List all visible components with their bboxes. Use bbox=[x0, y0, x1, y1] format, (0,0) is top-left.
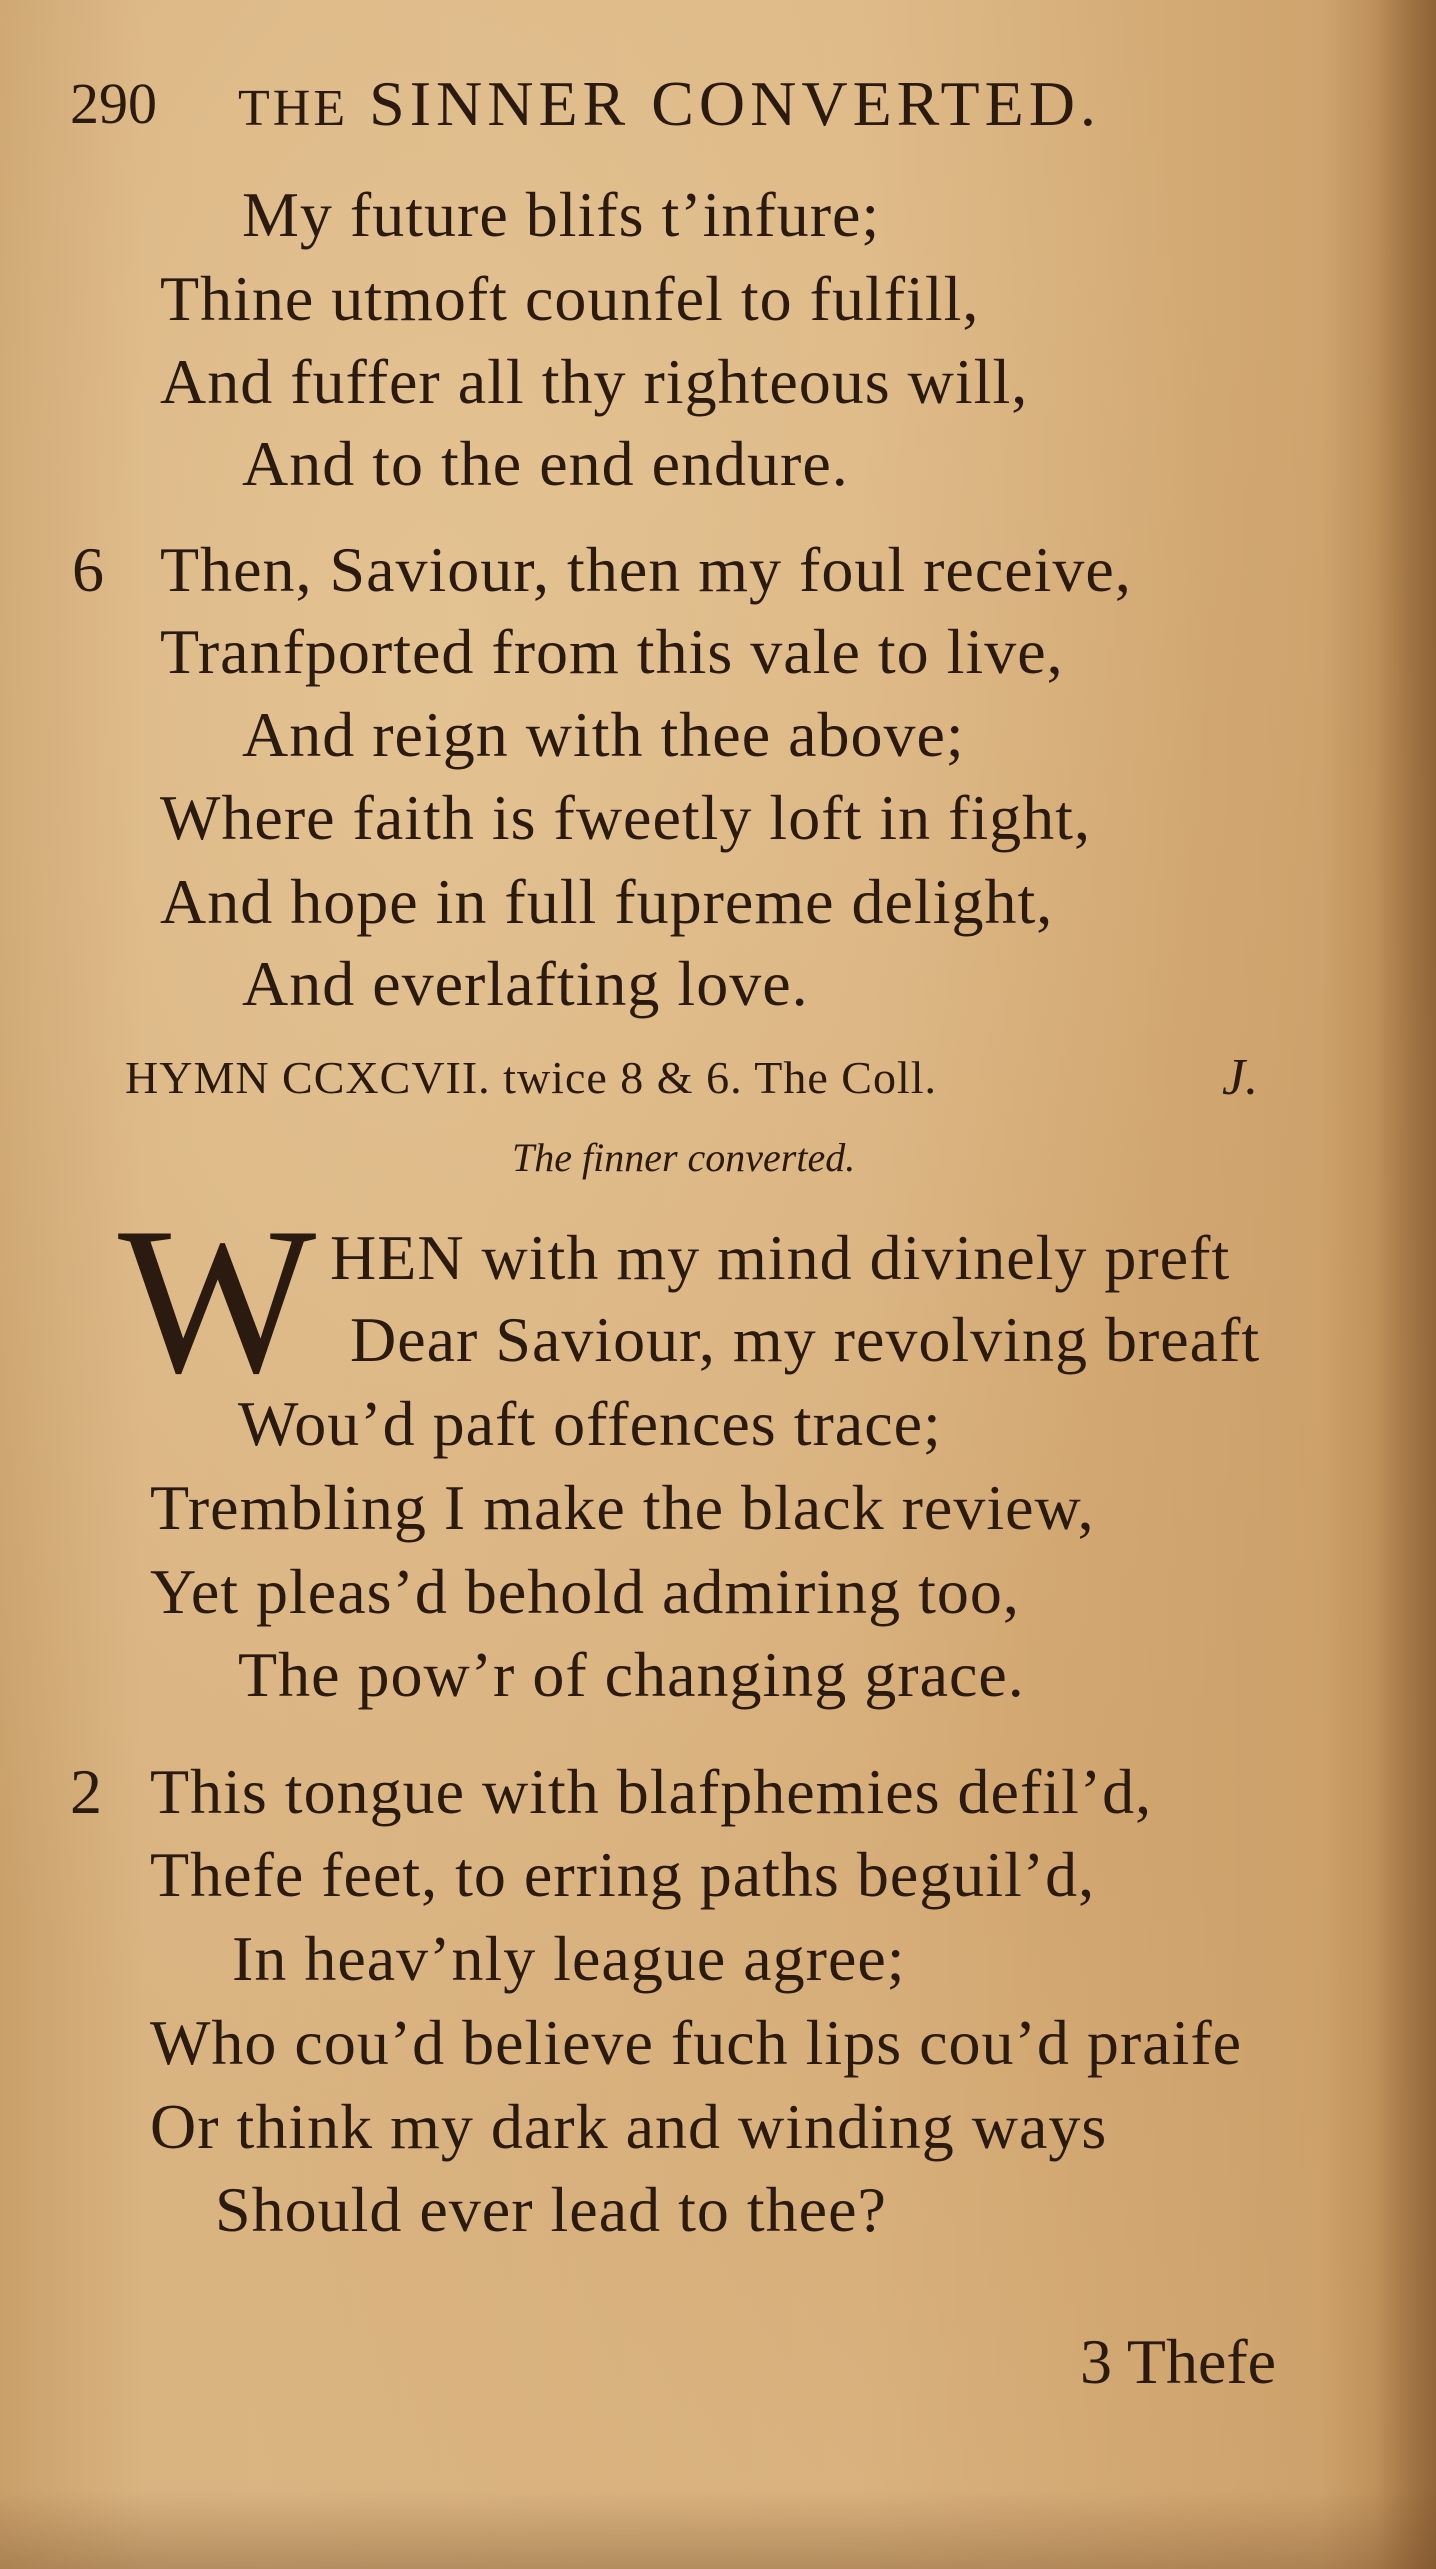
verse-line: Or think my dark and winding ways bbox=[150, 2091, 1108, 2162]
verse-line: And everlafting love. bbox=[242, 948, 809, 1019]
hymn-heading: HYMN CCXCVII. twice 8 & 6. The Coll. bbox=[125, 1052, 938, 1103]
page-bottom-shadow bbox=[0, 2489, 1436, 2569]
verse-line: And hope in full fupreme delight, bbox=[160, 866, 1054, 937]
verse-line: HEN with my mind divinely preft bbox=[330, 1222, 1231, 1293]
verse-line: And fuffer all thy righteous will, bbox=[160, 346, 1029, 417]
verse-line: The pow’r of changing grace. bbox=[238, 1639, 1025, 1710]
verse-line: Then, Saviour, then my foul receive, bbox=[160, 534, 1132, 605]
verse-line: Who cou’d believe fuch lips cou’d praife bbox=[150, 2007, 1243, 2078]
page-number: 290 bbox=[70, 71, 157, 136]
verse-line: Tranfported from this vale to live, bbox=[160, 616, 1064, 687]
running-title bbox=[238, 68, 1101, 139]
verse-line: Thefe feet, to erring paths beguil’d, bbox=[150, 1839, 1096, 1910]
catchword: 3 Thefe bbox=[1080, 2326, 1277, 2397]
stanza-number: 2 bbox=[70, 1756, 102, 1827]
verse-line: Should ever lead to thee? bbox=[215, 2174, 887, 2245]
verse-line: Thine utmoft counfel to fulfill, bbox=[160, 263, 980, 334]
hymn-subtitle: The finner converted. bbox=[512, 1135, 856, 1180]
running-title-prefix: THE bbox=[238, 80, 349, 137]
verse-line: Wou’d paft offences trace; bbox=[238, 1388, 942, 1459]
drop-cap: W bbox=[118, 1185, 317, 1417]
hymn-author: J. bbox=[1222, 1049, 1259, 1106]
stanza-number: 6 bbox=[72, 534, 104, 605]
verse-line: And to the end endure. bbox=[242, 428, 849, 499]
verse-line: This tongue with blafphemies defil’d, bbox=[150, 1756, 1153, 1827]
page-edge-shadow bbox=[1376, 0, 1436, 2569]
verse-line: Where faith is fweetly loft in fight, bbox=[160, 782, 1091, 853]
verse-line: And reign with thee above; bbox=[242, 699, 965, 770]
verse-line: In heav’nly league agree; bbox=[232, 1923, 906, 1994]
verse-line: My future blifs t’infure; bbox=[242, 179, 881, 250]
verse-line: Dear Saviour, my revolving breaft bbox=[350, 1304, 1261, 1375]
verse-line: Trembling I make the black review, bbox=[150, 1472, 1095, 1543]
verse-line: Yet pleas’d behold admiring too, bbox=[150, 1556, 1020, 1627]
running-title-main: SINNER CONVERTED. bbox=[369, 68, 1101, 139]
